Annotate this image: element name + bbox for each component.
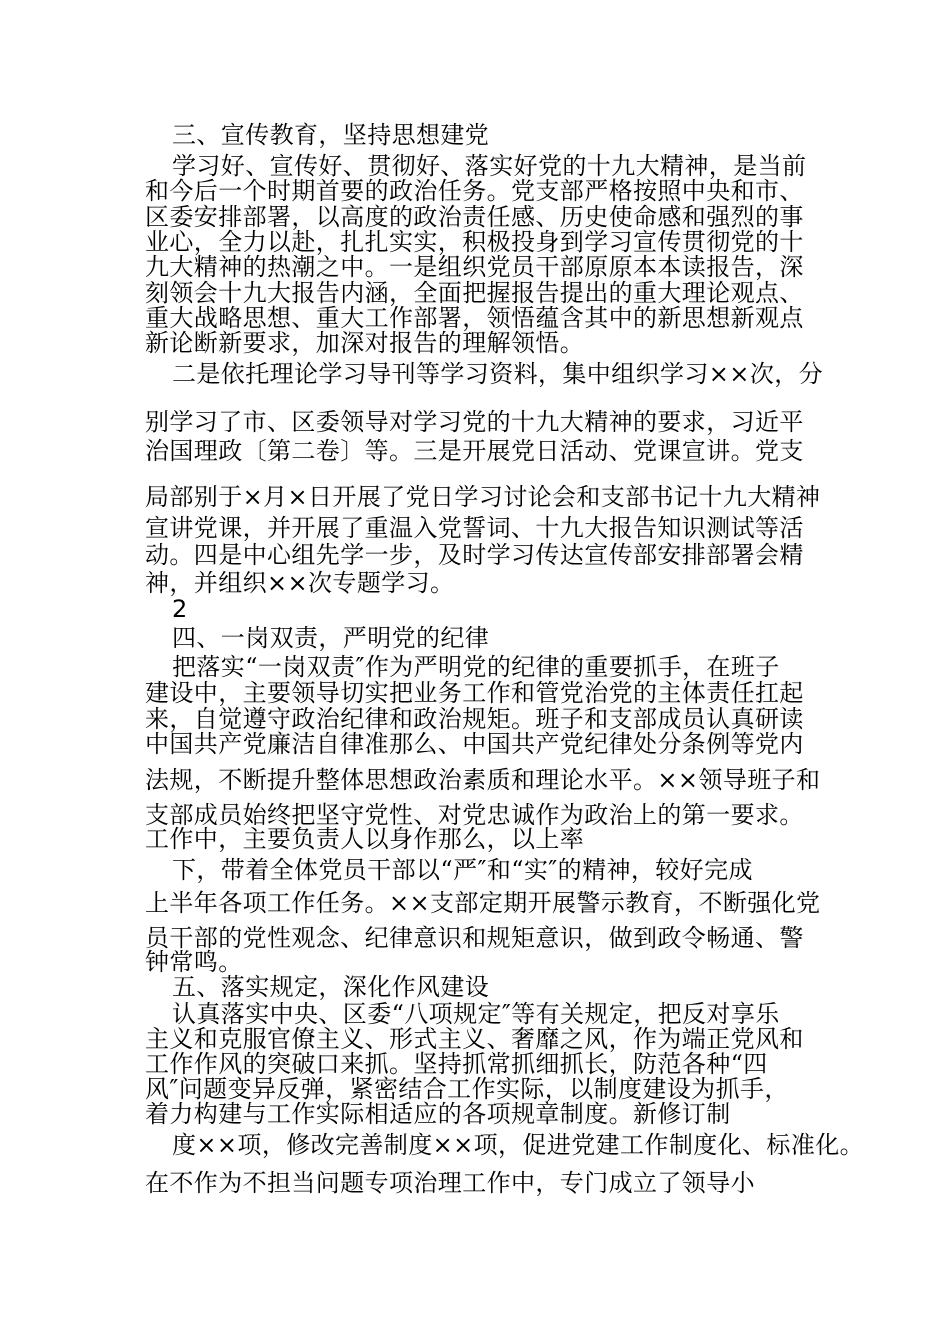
paragraph-line: 业心，全力以赴，扎扎实实，积极投身到学习宣传贯彻党的十: [145, 228, 804, 256]
paragraph-line: 风″问题变异反弹，紧密结合工作实际，以制度建设为抓手，: [145, 1075, 789, 1103]
paragraph-line: 别学习了市、区委领导对学习党的十九大精神的要求，习近平: [145, 408, 804, 436]
paragraph-line: 把落实“一岗双责″作为严明党的纪律的重要抓手，在班子: [172, 653, 780, 681]
paragraph-line: 九大精神的热潮之中。一是组织党员干部原原本本读报告，深: [145, 253, 804, 281]
paragraph-line: 下，带着全体党员干部以“严″和“实″的精神，较好完成: [172, 856, 753, 884]
paragraph-line: 宣讲党课，并开展了重温入党誓词、十九大报告知识测试等活: [145, 514, 804, 542]
page-number: 2: [172, 595, 188, 623]
paragraph-line: 工作中，主要负责人以身作那么，以上率: [145, 825, 585, 853]
paragraph-line: 治国理政〔第二卷〕等。三是开展党日活动、党课宣讲。党支: [145, 437, 804, 465]
paragraph-line: 支部成员始终把坚守党性、对党忠诚作为政治上的第一要求。: [145, 801, 804, 829]
paragraph-line: 着力构建与工作实际相适应的各项规章制度。新修订制: [145, 1100, 731, 1128]
paragraph-line: 动。四是中心组先学一步，及时学习传达宣传部安排部署会精: [145, 541, 804, 569]
paragraph-line: 来，自觉遵守政治纪律和政治规矩。班子和支部成员认真研读: [145, 705, 804, 733]
paragraph-line: 学习好、宣传好、贯彻好、落实好党的十九大精神，是当前: [172, 152, 807, 180]
paragraph-line: 上半年各项工作任务。××支部定期开展警示教育，不断强化党: [145, 889, 821, 917]
section-heading-3: 三、宣传教育，坚持思想建党: [172, 121, 490, 149]
paragraph-line: 区委安排部署，以高度的政治责任感、历史使命感和强烈的事: [145, 203, 804, 231]
paragraph-line: 主义和克服官僚主义、形式主义、奢靡之风，作为端正党风和: [145, 1025, 804, 1053]
paragraph-line: 认真落实中央、区委“八项规定″等有关规定，把反对享乐: [172, 1000, 780, 1028]
paragraph-line: 钟常鸣。: [145, 948, 243, 976]
paragraph-line: 局部别于×月×日开展了党日学习讨论会和支部书记十九大精神: [145, 483, 821, 511]
paragraph-line: 在不作为不担当问题专项治理工作中，专门成立了领导小: [145, 1169, 755, 1197]
paragraph-line: 重大战略思想、重大工作部署，领悟蕴含其中的新思想新观点: [145, 304, 804, 332]
paragraph-line: 神，并组织××次专题学习。: [145, 569, 455, 597]
paragraph-line: 中国共产党廉洁自律准那么、中国共产党纪律处分条例等党内: [145, 730, 804, 758]
paragraph-line: 刻领会十九大报告内涵，全面把握报告提出的重大理论观点、: [145, 279, 804, 307]
paragraph-line: 和今后一个时期首要的政治任务。党支部严格按照中央和市、: [145, 177, 804, 205]
paragraph-line: 新论断新要求，加深对报告的理解领悟。: [145, 329, 585, 357]
paragraph-line: 二是依托理论学习导刊等学习资料，集中组织学习××次，分: [172, 360, 824, 388]
paragraph-line: 工作作风的突破口来抓。坚持抓常抓细抓长，防范各种“四: [145, 1050, 768, 1078]
section-heading-4: 四、一岗双责，严明党的纪律: [172, 624, 490, 652]
paragraph-line: 法规，不断提升整体思想政治素质和理论水平。××领导班子和: [145, 766, 821, 794]
paragraph-line: 度××项，修改完善制度××项，促进党建工作制度化、标准化。: [172, 1131, 865, 1159]
paragraph-line: 建设中，主要领导切实把业务工作和管党治党的主体责任扛起: [145, 679, 804, 707]
section-heading-5: 五、落实规定，深化作风建设: [172, 973, 490, 1001]
paragraph-line: 员干部的党性观念、纪律意识和规矩意识，做到政令畅通、警: [145, 924, 804, 952]
